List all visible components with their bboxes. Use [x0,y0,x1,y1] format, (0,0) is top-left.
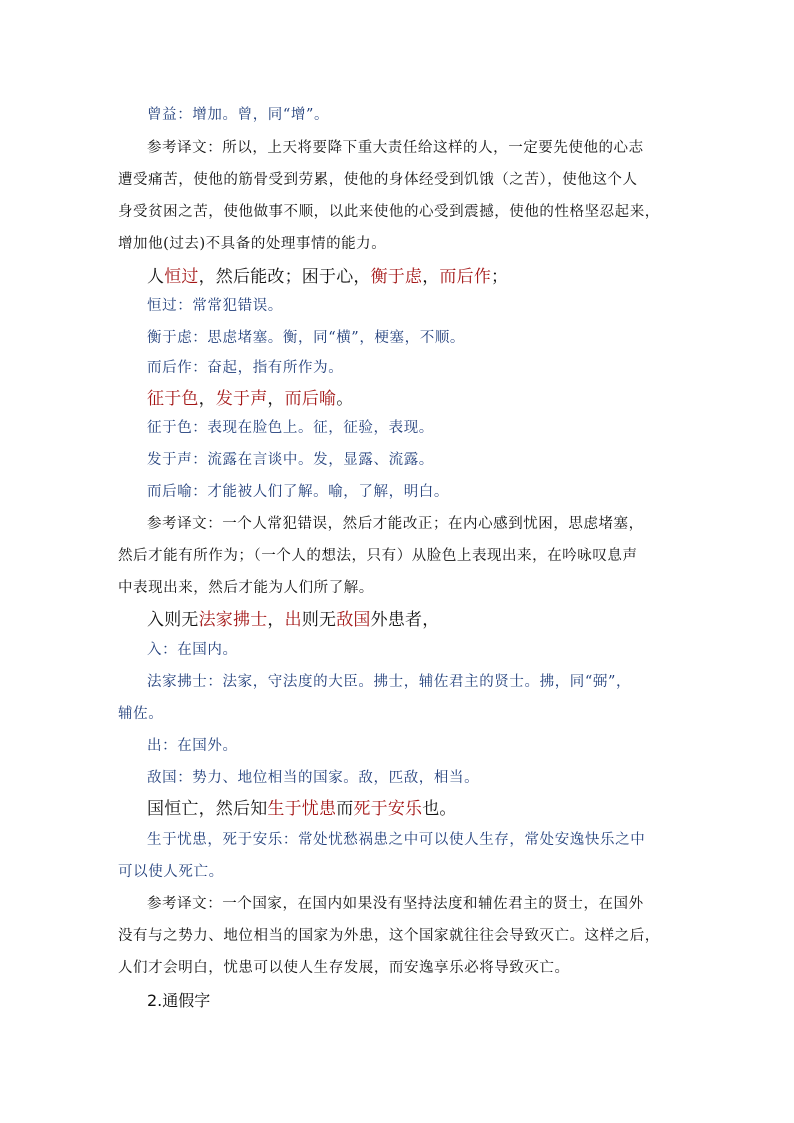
highlight-fa-yu-sheng: 发于声 [215,389,268,409]
highlight-heng-guo: 恒过 [164,267,199,287]
note-sheng-si-line-1: 生于忧患，死于安乐：常处忧愁祸患之中可以使人生存，常处安逸快乐之中 [147,832,646,848]
note-ru: 入：在国内。 [147,642,238,658]
highlight-di-guo: 敌国 [336,610,371,630]
original-sentence-4: 国恒亡，然后知生于忧患而死于安乐也。 [147,799,457,819]
note-zheng-yu-se: 征于色：表现在脸色上。征，征验，表现。 [147,420,434,436]
original-sentence-1: 人恒过，然后能改；困于心，衡于虑，而后作； [147,267,509,287]
section-heading-tongjiazi: 2.通假字 [147,991,211,1010]
note-di-guo: 敌国：势力、地位相当的国家。敌，匹敌，相当。 [147,770,480,786]
original-sentence-2: 征于色，发于声，而后喻。 [147,389,354,409]
note-chu: 出：在国外。 [147,738,238,754]
highlight-er-hou-yu: 而后喻 [284,389,337,409]
highlight-er-hou-zuo: 而后作 [439,267,492,287]
highlight-zheng-yu-se: 征于色 [147,389,199,409]
translation-para-3-line-2: 没有与之势力、地位相当的国家为外患，这个国家就往往会导致灭亡。这样之后， [118,928,660,944]
translation-para-1-line-2: 遭受痛苦，使他的筋骨受到劳累，使他的身体经受到饥饿（之苦），使他这个人 [118,172,638,188]
note-heng-yu-lv: 衡于虑：思虑堵塞。衡，同“横”，梗塞，不顺。 [147,330,466,346]
note-fa-jia-bi-shi-cont: 辅佐。 [118,706,164,722]
highlight-chu: 出 [284,610,302,630]
note-er-hou-yu: 而后喻：才能被人们了解。喻，了解，明白。 [147,484,449,500]
translation-para-1-line-1: 参考译文：所以，上天将要降下重大责任给这样的人，一定要先使他的心志 [147,140,644,156]
note-er-hou-zuo: 而后作：奋起，指有所作为。 [147,360,344,376]
translation-para-2-line-2: 然后才能有所作为；（一个人的想法，只有）从脸色上表现出来，在吟咏叹息声 [118,548,638,564]
translation-para-3-line-3: 人们才会明白，忧患可以使人生存发展，而安逸享乐必将导致灭亡。 [118,960,570,976]
note-fa-jia-bi-shi: 法家拂士：法家，守法度的大臣。拂士，辅佐君主的贤士。拂，同“弼”， [147,674,632,690]
original-sentence-3: 入则无法家拂士，出则无敌国外患者， [147,610,440,630]
highlight-fa-jia-bi-shi: 法家拂士 [198,610,268,630]
highlight-si-yu-an-le: 死于安乐 [353,799,423,819]
translation-para-3-line-1: 参考译文：一个国家，在国内如果没有坚持法度和辅佐君主的贤士，在国外 [147,896,644,912]
note-sheng-si-line-2: 可以使人死亡。 [118,864,224,880]
highlight-heng-yu-lv: 衡于虑 [370,267,423,287]
highlight-sheng-yu-you-huan: 生于忧患 [267,799,337,819]
translation-para-2-line-1: 参考译文：一个人常犯错误，然后才能改正；在内心感到忧困，思虑堵塞， [147,516,644,532]
translation-para-1-line-3: 身受贫困之苦，使他做事不顺，以此来使他的心受到震撼，使他的性格坚忍起来， [118,204,660,220]
note-fa-yu-sheng: 发于声：流露在言谈中。发，显露、流露。 [147,452,434,468]
note-ceng-yi: 曾益：增加。曾，同“增”。 [147,107,330,123]
translation-para-2-line-3: 中表现出来，然后才能为人们所了解。 [118,580,374,596]
translation-para-1-line-4: 增加他(过去)不具备的处理事情的能力。 [118,236,387,252]
note-heng-guo: 恒过：常常犯错误。 [147,298,283,314]
